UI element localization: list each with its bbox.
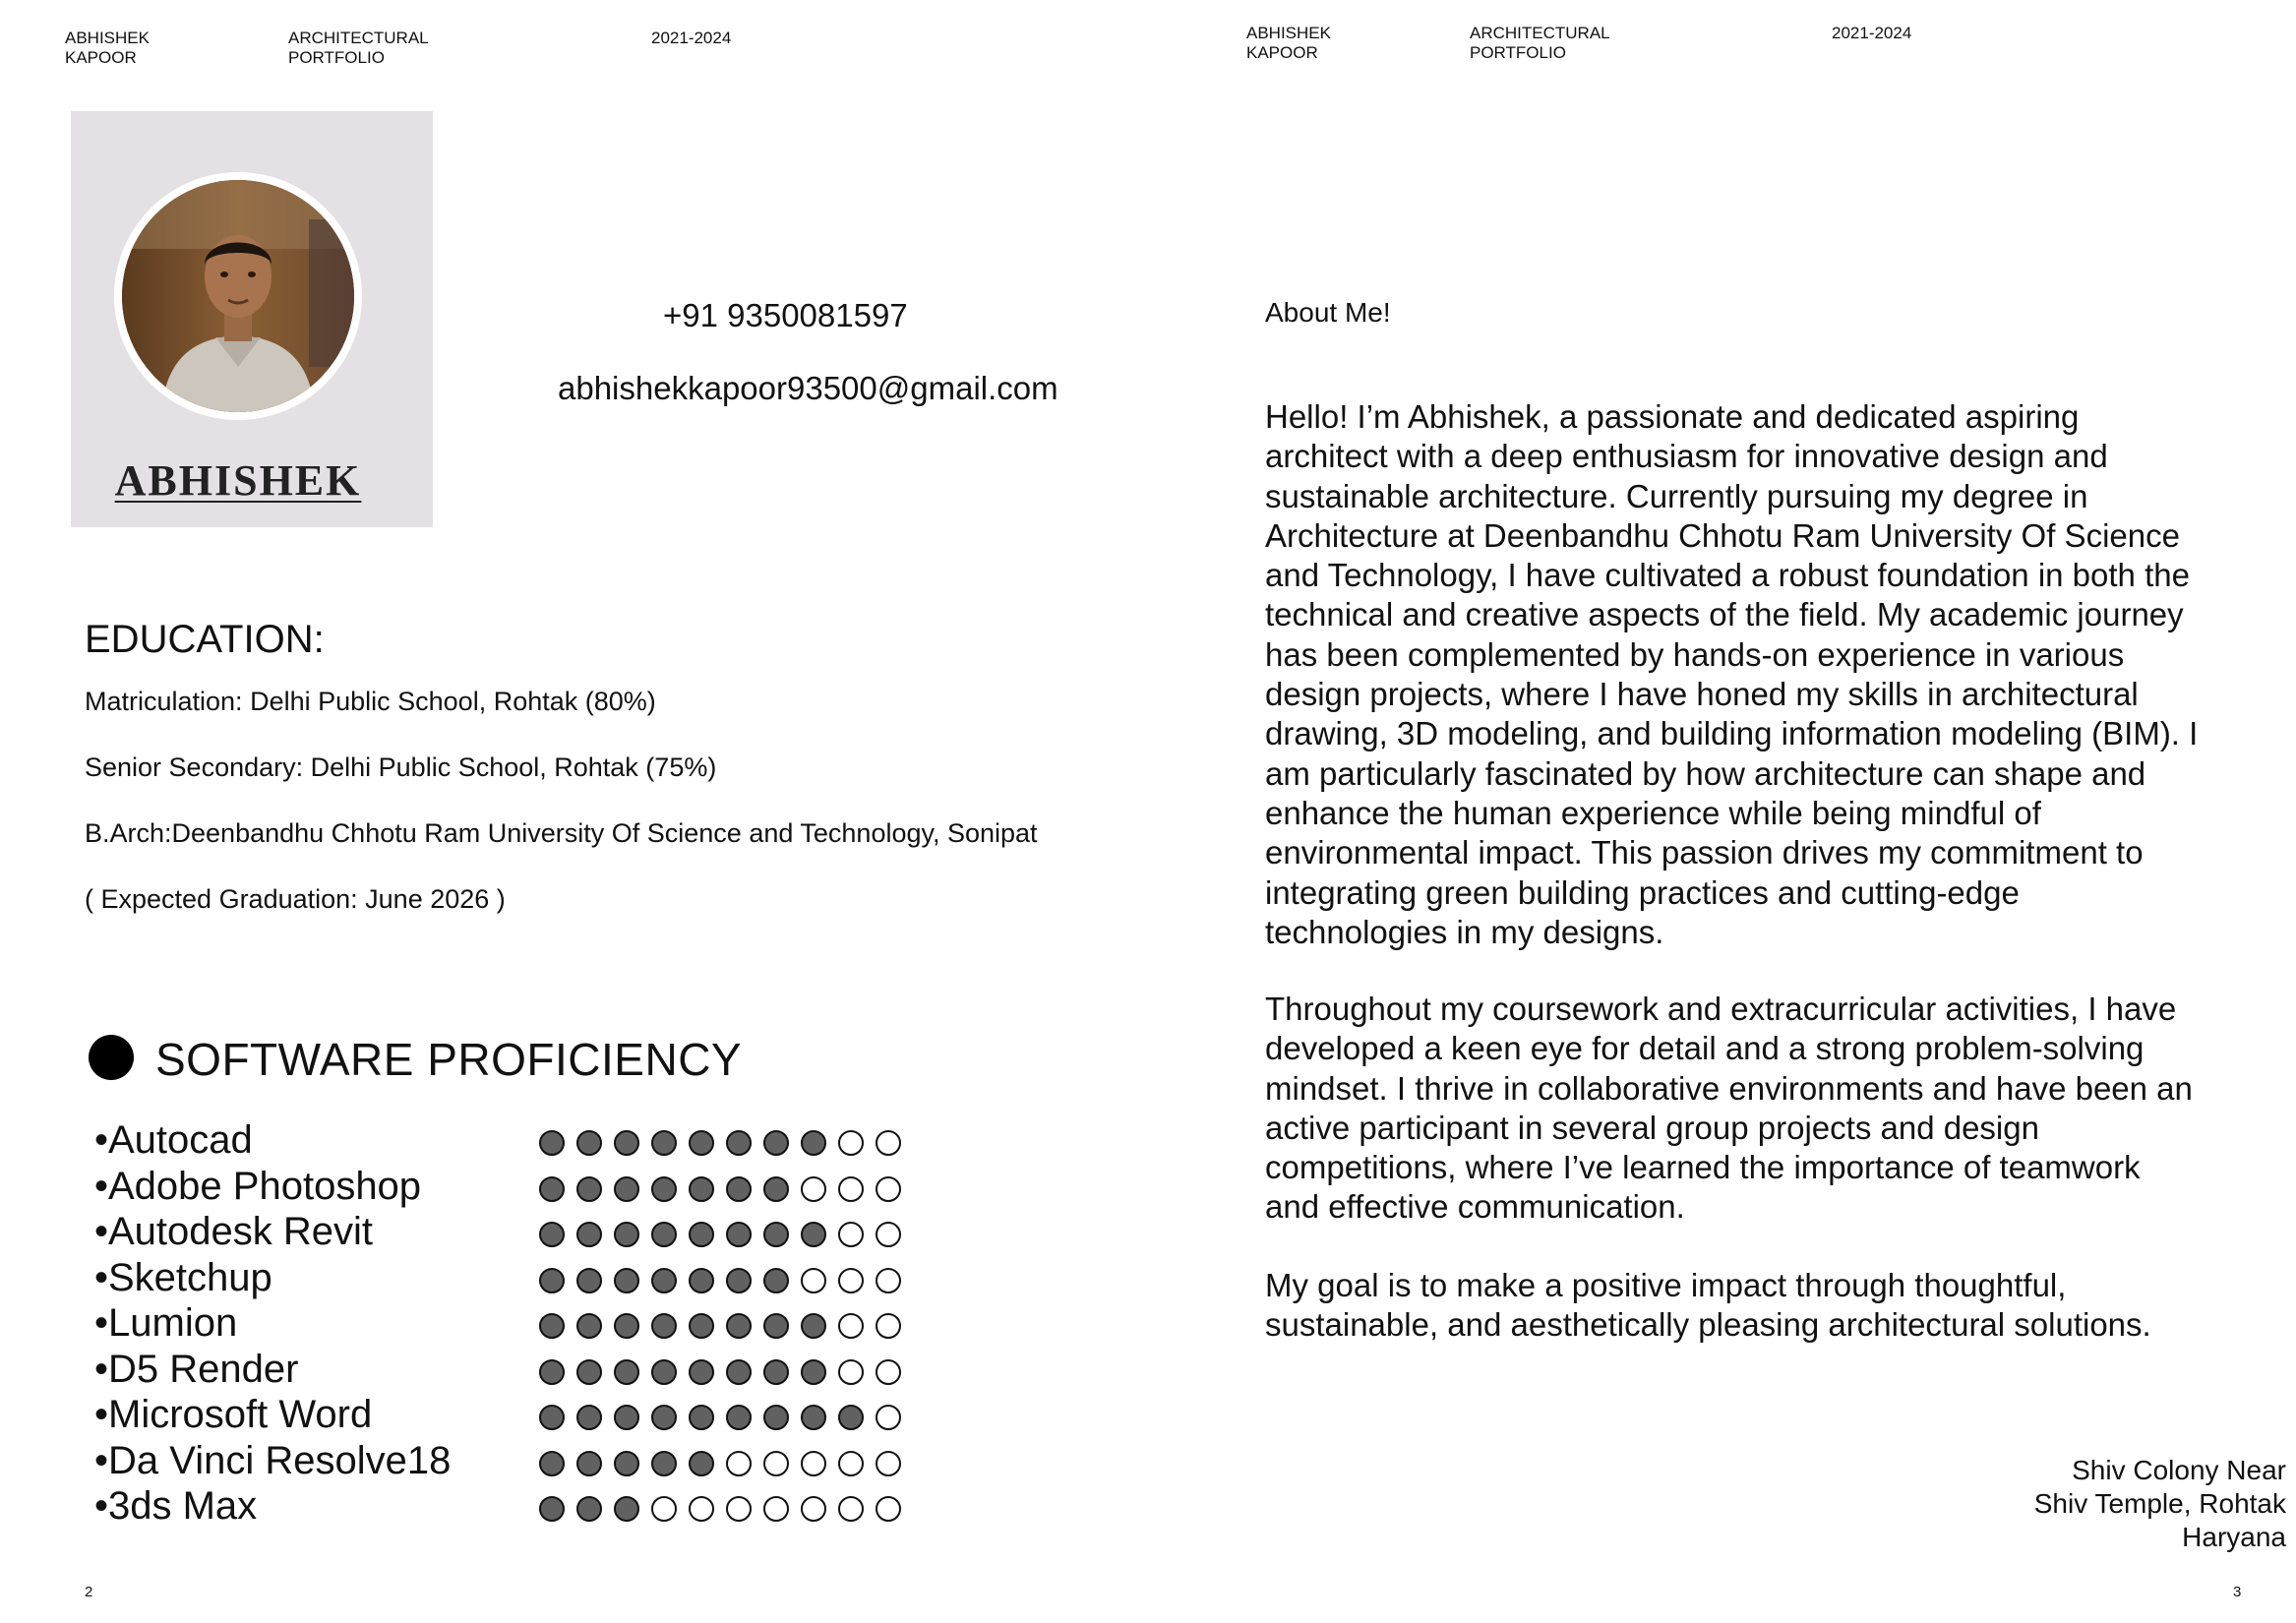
software-title: SOFTWARE PROFICIENCY <box>155 1034 743 1085</box>
skill-rating <box>539 1359 901 1385</box>
rating-dot-filled <box>763 1176 789 1202</box>
software-row <box>94 1164 421 1209</box>
rating-dot-empty <box>689 1496 714 1522</box>
header-author-name: ABHISHEK KAPOOR <box>65 29 150 67</box>
software-row <box>94 1347 298 1392</box>
rating-dot-empty <box>838 1268 864 1293</box>
rating-dot-filled <box>576 1313 602 1339</box>
page-number: 2 <box>85 1584 93 1600</box>
rating-dot-empty <box>876 1405 901 1430</box>
rating-dot-empty <box>801 1496 826 1522</box>
rating-dot-filled <box>576 1176 602 1202</box>
profile-photo <box>122 180 354 412</box>
skill-rating <box>539 1130 901 1156</box>
rating-dot-empty <box>801 1176 826 1202</box>
profile-card <box>71 111 433 527</box>
rating-dot-empty <box>838 1451 864 1476</box>
header-portfolio-title: ARCHITECTURAL PORTFOLIO <box>288 29 429 67</box>
software-row <box>94 1209 373 1254</box>
rating-dot-filled <box>726 1130 752 1156</box>
rating-dot-filled <box>539 1451 565 1476</box>
header-portfolio-title-right: ARCHITECTURAL PORTFOLIO <box>1470 24 1610 62</box>
rating-dot-filled <box>689 1176 714 1202</box>
rating-dot-empty <box>876 1313 901 1339</box>
software-row <box>94 1300 237 1346</box>
rating-dot-filled <box>539 1405 565 1430</box>
rating-dot-empty <box>876 1268 901 1293</box>
rating-dot-filled <box>689 1451 714 1476</box>
rating-dot-filled <box>576 1451 602 1476</box>
rating-dot-filled <box>651 1359 677 1385</box>
section-bullet-icon <box>89 1035 134 1080</box>
rating-dot-filled <box>801 1359 826 1385</box>
rating-dot-filled <box>689 1359 714 1385</box>
rating-dot-empty <box>876 1359 901 1385</box>
address-line: Shiv Temple, Rohtak <box>2033 1488 2286 1519</box>
rating-dot-filled <box>651 1313 677 1339</box>
software-row <box>94 1483 257 1529</box>
education-title: EDUCATION: <box>85 618 325 661</box>
rating-dot-filled <box>763 1222 789 1247</box>
rating-dot-filled <box>651 1222 677 1247</box>
email-address[interactable]: abhishekkapoor93500@gmail.com <box>558 370 1058 406</box>
software-name: •Microsoft Word <box>94 1393 373 1436</box>
software-name: •Autocad <box>94 1118 253 1162</box>
rating-dot-empty <box>651 1496 677 1522</box>
rating-dot-empty <box>838 1130 864 1156</box>
rating-dot-filled <box>763 1130 789 1156</box>
rating-dot-filled <box>726 1405 752 1430</box>
skill-rating <box>539 1451 901 1476</box>
rating-dot-empty <box>876 1451 901 1476</box>
rating-dot-filled <box>689 1130 714 1156</box>
software-row <box>94 1392 372 1437</box>
skill-rating <box>539 1268 901 1293</box>
skill-rating <box>539 1405 901 1430</box>
software-name: •3ds Max <box>94 1484 258 1528</box>
about-title: About Me! <box>1265 297 1391 328</box>
rating-dot-filled <box>763 1268 789 1293</box>
rating-dot-filled <box>689 1405 714 1430</box>
rating-dot-filled <box>539 1130 565 1156</box>
profile-card-name: ABHISHEK <box>114 456 362 505</box>
rating-dot-empty <box>838 1222 864 1247</box>
profile-photo-illustration <box>122 180 354 412</box>
rating-dot-empty <box>726 1496 752 1522</box>
education-item: Senior Secondary: Delhi Public School, Rohtak (75%) <box>85 752 717 782</box>
rating-dot-empty <box>838 1496 864 1522</box>
rating-dot-filled <box>726 1268 752 1293</box>
software-name: •Adobe Photoshop <box>94 1165 422 1208</box>
rating-dot-filled <box>651 1451 677 1476</box>
about-paragraph: Hello! I’m Abhishek, a passionate and dedicated aspiring architect with a deep enthusiasm for innovative design and sustainable architecture. Currently pursuing my degree in Architecture at Deenbandhu Chhotu Ram University Of Science and Technology, I have cultivated a robust foundation in both the technical and creative aspects of the field. My academic journey has been complemented by hands-on experience in various design projects, where I have honed my skills in architectural drawing, 3D modeling, and building information modeling (BIM). I am particularly fascinated by how architecture can shape and enhance the human experience while being mindful of environmental impact. This passion drives my commitment to integrating green building practices and cutting-edge technologies in my designs. <box>1265 398 2199 950</box>
rating-dot-empty <box>801 1451 826 1476</box>
rating-dot-filled <box>576 1359 602 1385</box>
rating-dot-empty <box>876 1222 901 1247</box>
education-item: B.Arch:Deenbandhu Chhotu Ram University Of Science and Technology, Sonipat <box>85 818 1038 848</box>
rating-dot-filled <box>763 1359 789 1385</box>
rating-dot-empty <box>838 1176 864 1202</box>
rating-dot-filled <box>614 1176 639 1202</box>
rating-dot-filled <box>576 1222 602 1247</box>
education-item: ( Expected Graduation: June 2026 ) <box>85 884 506 914</box>
software-row <box>94 1438 451 1483</box>
rating-dot-filled <box>726 1176 752 1202</box>
rating-dot-filled <box>801 1222 826 1247</box>
software-name: •D5 Render <box>94 1348 299 1391</box>
rating-dot-filled <box>763 1313 789 1339</box>
rating-dot-filled <box>576 1496 602 1522</box>
rating-dot-filled <box>539 1268 565 1293</box>
education-item: Matriculation: Delhi Public School, Rohtak (80%) <box>85 687 656 716</box>
software-name: •Sketchup <box>94 1256 272 1299</box>
skill-rating <box>539 1222 901 1247</box>
phone-number[interactable]: +91 9350081597 <box>663 297 908 333</box>
address-line: Haryana <box>2182 1522 2286 1552</box>
rating-dot-filled <box>539 1176 565 1202</box>
rating-dot-filled <box>801 1130 826 1156</box>
rating-dot-empty <box>726 1451 752 1476</box>
rating-dot-filled <box>539 1222 565 1247</box>
rating-dot-empty <box>876 1496 901 1522</box>
address-line: Shiv Colony Near <box>2072 1455 2286 1485</box>
rating-dot-filled <box>689 1268 714 1293</box>
rating-dot-filled <box>801 1405 826 1430</box>
rating-dot-filled <box>651 1405 677 1430</box>
rating-dot-empty <box>876 1176 901 1202</box>
software-name: •Autodesk Revit <box>94 1210 374 1253</box>
about-paragraph: Throughout my coursework and extracurricular activities, I have developed a keen eye for detail and a strong problem-solving mindset. I thrive in collaborative environments and have been an active participant in several group projects and design competitions, where I’ve learned the importance of teamwork and effective communication. <box>1265 991 2193 1226</box>
rating-dot-empty <box>838 1313 864 1339</box>
software-name: •Lumion <box>94 1301 238 1345</box>
rating-dot-filled <box>689 1313 714 1339</box>
rating-dot-filled <box>726 1359 752 1385</box>
skill-rating <box>539 1496 901 1522</box>
address-block <box>2034 1454 2286 1554</box>
rating-dot-filled <box>689 1222 714 1247</box>
rating-dot-empty <box>801 1268 826 1293</box>
rating-dot-empty <box>763 1451 789 1476</box>
rating-dot-filled <box>763 1405 789 1430</box>
rating-dot-filled <box>614 1451 639 1476</box>
rating-dot-filled <box>726 1313 752 1339</box>
rating-dot-filled <box>614 1130 639 1156</box>
about-paragraph: My goal is to make a positive impact through thoughtful, sustainable, and aesthetically pleasing architectural solutions. <box>1265 1267 2151 1344</box>
rating-dot-filled <box>838 1405 864 1430</box>
skill-rating <box>539 1176 901 1202</box>
software-row <box>94 1255 272 1300</box>
rating-dot-filled <box>651 1130 677 1156</box>
rating-dot-filled <box>726 1222 752 1247</box>
rating-dot-filled <box>614 1313 639 1339</box>
header-author-name-right: ABHISHEK KAPOOR <box>1246 24 1331 62</box>
skill-rating <box>539 1313 901 1339</box>
rating-dot-filled <box>539 1496 565 1522</box>
profile-photo-frame <box>114 172 362 420</box>
rating-dot-filled <box>651 1176 677 1202</box>
rating-dot-filled <box>539 1359 565 1385</box>
rating-dot-filled <box>576 1405 602 1430</box>
header-years: 2021-2024 <box>651 29 732 47</box>
header-years-right: 2021-2024 <box>1832 24 1912 42</box>
software-name: •Da Vinci Resolve18 <box>94 1439 452 1482</box>
rating-dot-filled <box>614 1405 639 1430</box>
rating-dot-filled <box>539 1313 565 1339</box>
rating-dot-filled <box>614 1359 639 1385</box>
rating-dot-filled <box>614 1496 639 1522</box>
software-row <box>94 1117 253 1163</box>
page-number: 3 <box>2233 1584 2242 1600</box>
rating-dot-filled <box>801 1313 826 1339</box>
rating-dot-empty <box>838 1359 864 1385</box>
rating-dot-filled <box>614 1268 639 1293</box>
rating-dot-empty <box>876 1130 901 1156</box>
rating-dot-filled <box>651 1268 677 1293</box>
rating-dot-filled <box>576 1268 602 1293</box>
rating-dot-filled <box>576 1130 602 1156</box>
rating-dot-empty <box>763 1496 789 1522</box>
rating-dot-filled <box>614 1222 639 1247</box>
